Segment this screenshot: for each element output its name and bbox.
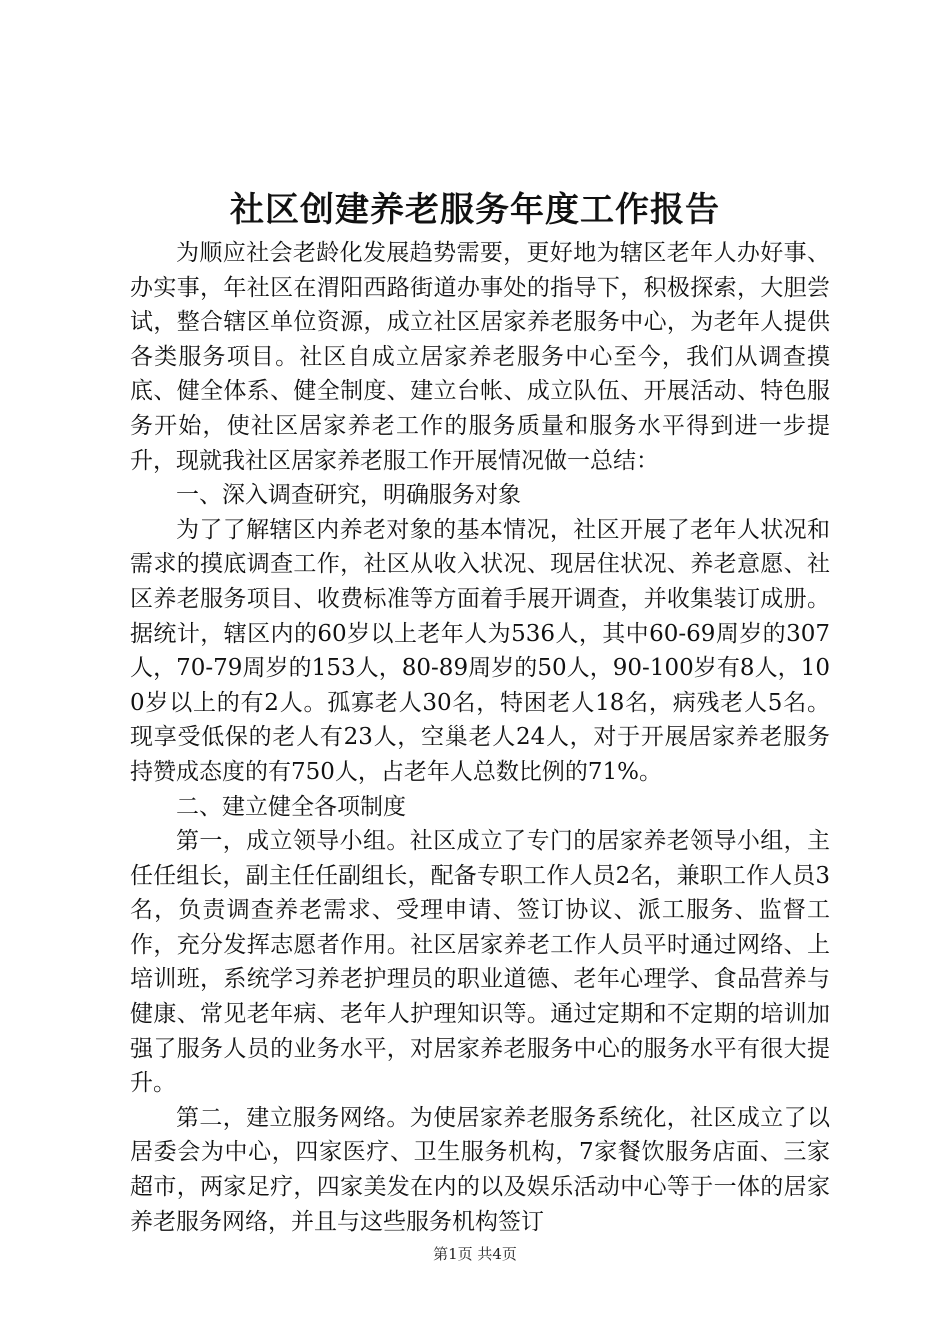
survey-paragraph: 为了了解辖区内养老对象的基本情况，社区开展了老年人状况和需求的摸底调查工作，社区从收入状况、现居住状况、养老意愿、社区养老服务项目、收费标准等方面着手展开调查，并收集装订成册。据统计，辖区内的60岁以上老年人为536人，其中60-69周岁的307人，70-79周岁的153人，80-89周岁的50人，90-100岁有8人，100岁以上的有2人。孤寡老人30名，特困老人18名，病残老人5名。现享受低保的老人有23人，空巢老人24人，对于开展居家养老服务持赞成态度的有750人，占老年人总数比例的71%。: [130, 516, 830, 785]
leadership-paragraph: 第一，成立领导小组。社区成立了专门的居家养老领导小组，主任任组长，副主任任副组长，配备专职工作人员2名，兼职工作人员3名，负责调查养老需求、受理申请、签订协议、派工服务、监督工作，充分发挥志愿者作用。社区居家养老工作人员平时通过网络、上培训班，系统学习养老护理员的职业道德、老年心理学、食品营养与健康、常见老年病、老年人护理知识等。通过定期和不定期的培训加强了服务人员的业务水平，对居家养老服务中心的服务水平有很大提升。: [130, 828, 830, 1097]
intro-paragraph: 为顺应社会老龄化发展趋势需要，更好地为辖区老年人办好事、办实事，年社区在渭阳西路街道办事处的指导下，积极探索，大胆尝试，整合辖区单位资源，成立社区居家养老服务中心，为老年人提供各类服务项目。社区自成立居家养老服务中心至今，我们从调查摸底、健全体系、健全制度、建立台帐、成立队伍、开展活动、特色服务开始，使社区居家养老工作的服务质量和服务水平得到进一步提升，现就我社区居家养老服工作开展情况做一总结：: [130, 240, 830, 474]
network-paragraph: 第二，建立服务网络。为使居家养老服务系统化，社区成立了以居委会为中心，四家医疗、卫生服务机构，7家餐饮服务店面、三家超市，两家足疗，四家美发在内的以及娱乐活动中心等于一体的居家养老服务网络，并且与这些服务机构签订: [130, 1104, 830, 1235]
page-number-footer: 第1页 共4页: [433, 1245, 517, 1263]
document-title: 社区创建养老服务年度工作报告: [230, 190, 720, 230]
document-body: [130, 236, 830, 1239]
section-heading-2: 二、建立健全各项制度: [176, 793, 406, 820]
section-heading-1: 一、深入调查研究，明确服务对象: [176, 482, 521, 509]
